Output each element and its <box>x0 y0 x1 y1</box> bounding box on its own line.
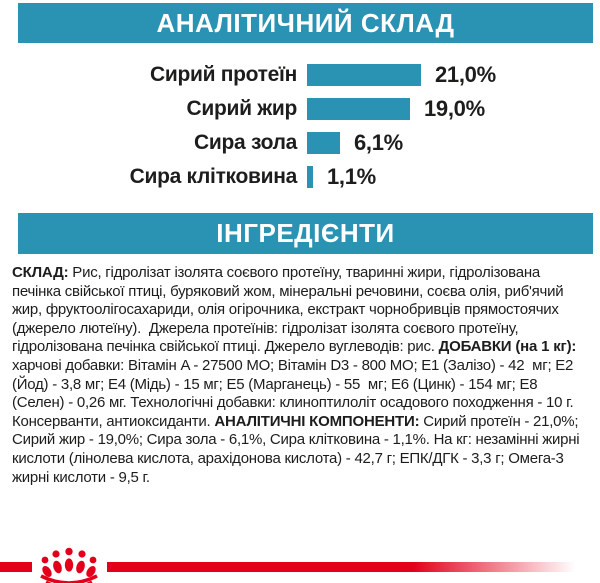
chart-value-label: 6,1% <box>354 130 403 155</box>
chart-bar <box>307 64 421 86</box>
chart-category-label: Сирий протеїн <box>149 63 297 86</box>
ingredients-title: ІНГРЕДІЄНТИ <box>216 218 395 248</box>
ingredients-text <box>12 264 592 487</box>
chart-bar <box>307 98 410 120</box>
chart-row <box>0 132 600 154</box>
chart-category-label: Сира клітковина <box>129 165 297 188</box>
ingredients-bold-segment: АНАЛІТИЧНІ КОМПОНЕНТИ: <box>214 412 420 430</box>
footer-stripe-left <box>0 562 32 572</box>
chart-bar <box>307 132 340 154</box>
chart-category-label: Сирий жир <box>186 97 297 120</box>
chart-row <box>0 166 600 188</box>
analytical-composition-header <box>18 3 593 43</box>
ingredients-bold-segment: СКЛАД: <box>12 264 69 281</box>
crown-icon <box>36 545 102 583</box>
ingredients-bold-segment: ДОБАВКИ (на 1 кг): <box>438 338 577 356</box>
chart-row <box>0 64 600 86</box>
analytical-chart <box>0 64 600 200</box>
ingredients-segment: харчові добавки: Вітамін A - 27500 МО; Вітамін D3 - 800 МО; E1 (Залізо) - 42 мг; E2 (Йод) - 3,8 мг; E4 (Мідь) - 15 мг; E5 (Марганець) - 55 мг; E6 (Цинк) - 154 мг; E8 (Селен) - 0,26 мг. Технологічні добавки: клиноптилоліт осадового походження - 10 г. Консерванти, антиоксиданти. <box>12 338 581 430</box>
royal-canin-crown-logo <box>36 545 102 583</box>
chart-value-label: 1,1% <box>327 164 376 189</box>
chart-value-label: 21,0% <box>435 62 496 87</box>
chart-bar <box>307 166 313 188</box>
chart-category-label: Сира зола <box>194 131 297 154</box>
footer-stripe-right <box>107 562 600 572</box>
ingredients-segment: Рис, гідролізат ізолята соєвого протеїну, тваринні жири, гідролізована печінка свійської птиці, буряковий жом, мінеральні речовини, соєва олія, риб'ячий жир, фруктоолігосахариди, олія огірочника, екстракт чорнобривців прямостоячих (джерело лютеїну). Джерела протеїнів: гідролізат ізолята соєвого протеїну, гідролізована печінка свійської птиці. Джерело вуглеводів: рис. <box>12 264 568 356</box>
chart-value-label: 19,0% <box>424 96 485 121</box>
chart-row <box>0 98 600 120</box>
analytical-composition-title: АНАЛІТИЧНИЙ СКЛАД <box>156 7 455 38</box>
ingredients-segment: Сирий протеїн - 21,0%; Сирий жир - 19,0%; Сира зола - 6,1%, Сира клітковина - 1,1%. На кг: незамінні жирні кислоти (лінолева кислота, арахідонова кислота) - 42,7 г; ЕПК/ДГК - 3,3 г; Омега-3 жирні кислоти - 9,5 г. <box>12 412 584 486</box>
ingredients-header <box>18 213 593 254</box>
